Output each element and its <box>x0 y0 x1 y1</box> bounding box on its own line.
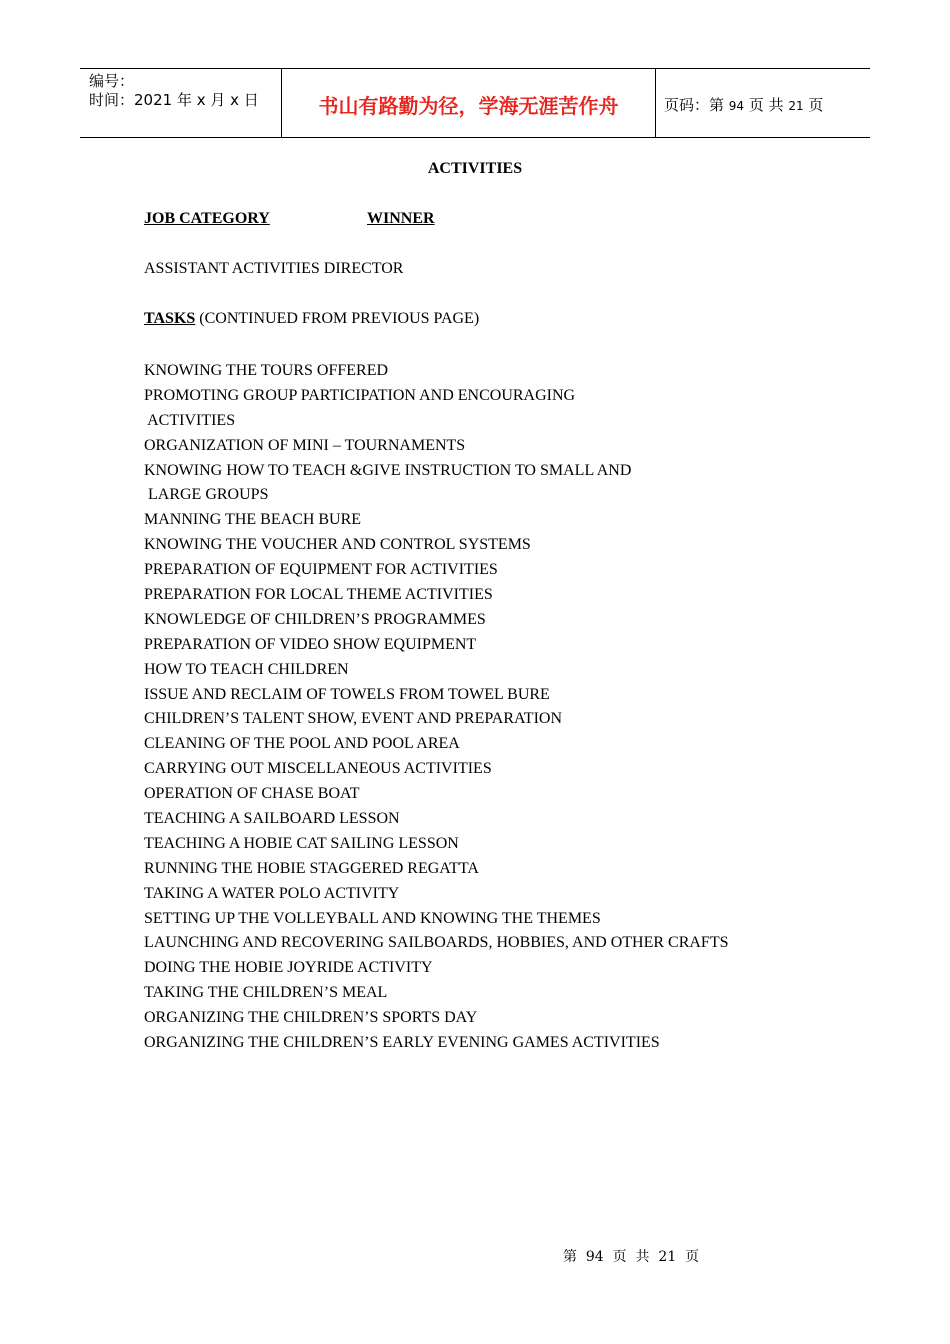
header-page-cell <box>655 69 870 137</box>
list-item: PREPARATION FOR LOCAL THEME ACTIVITIES <box>144 586 493 604</box>
header-motto-cell <box>281 69 656 137</box>
page-prefix: 页码：第 <box>664 96 729 114</box>
document-header <box>80 68 870 138</box>
list-item: CLEANING OF THE POOL AND POOL AREA <box>144 735 460 753</box>
list-item: PROMOTING GROUP PARTICIPATION AND ENCOURAGING <box>144 386 576 404</box>
time-label: 时间：2021 年 x 月 x 日 <box>89 91 259 109</box>
header-page-info <box>664 94 823 115</box>
list-item: OPERATION OF CHASE BOAT <box>144 785 360 803</box>
list-item: HOW TO TEACH CHILDREN <box>144 660 349 678</box>
task-list <box>144 359 728 1056</box>
list-item: LARGE GROUPS <box>144 486 269 504</box>
list-item: KNOWING HOW TO TEACH &GIVE INSTRUCTION TO SMALL AND <box>144 461 632 479</box>
category-row <box>144 210 435 228</box>
page-mid: 页 共 <box>744 96 789 114</box>
list-item: ORGANIZING THE CHILDREN’S SPORTS DAY <box>144 1009 478 1027</box>
list-item: KNOWING THE TOURS OFFERED <box>144 362 389 379</box>
page-number: 94 <box>728 99 745 113</box>
list-item: MANNING THE BEACH BURE <box>144 511 362 529</box>
list-item: ORGANIZATION OF MINI – TOURNAMENTS <box>144 436 466 454</box>
list-item: TAKING A WATER POLO ACTIVITY <box>144 884 400 902</box>
tasks-heading <box>144 310 479 328</box>
tasks-label: TASKS <box>144 310 196 327</box>
list-item: PREPARATION OF VIDEO SHOW EQUIPMENT <box>144 635 477 653</box>
list-item: ISSUE AND RECLAIM OF TOWELS FROM TOWEL BURE <box>144 685 550 703</box>
list-item: DOING THE HOBIE JOYRIDE ACTIVITY <box>144 959 433 977</box>
list-item: CARRYING OUT MISCELLANEOUS ACTIVITIES <box>144 760 492 778</box>
list-item: TAKING THE CHILDREN’S MEAL <box>144 984 388 1002</box>
job-title: ASSISTANT ACTIVITIES DIRECTOR <box>144 260 404 277</box>
winner-label: WINNER <box>367 210 435 227</box>
document-title: ACTIVITIES <box>427 160 523 177</box>
job-category-label: JOB CATEGORY <box>144 210 270 227</box>
list-item: ORGANIZING THE CHILDREN’S EARLY EVENING GAMES ACTIVITIES <box>144 1034 660 1052</box>
list-item: LAUNCHING AND RECOVERING SAILBOARDS, HOBBIES, AND OTHER CRAFTS <box>144 934 729 952</box>
header-meta-cell <box>80 69 280 137</box>
list-item: KNOWLEDGE OF CHILDREN’S PROGRAMMES <box>144 610 486 628</box>
list-item: SETTING UP THE VOLLEYBALL AND KNOWING THE THEMES <box>144 909 601 927</box>
list-item: TEACHING A HOBIE CAT SAILING LESSON <box>144 834 459 852</box>
code-label: 编号： <box>89 72 135 90</box>
page-footer: 第 94 页 共 21 页 <box>563 1249 700 1265</box>
list-item: ACTIVITIES <box>144 411 236 429</box>
tasks-note: (CONTINUED FROM PREVIOUS PAGE) <box>195 310 480 327</box>
list-item: KNOWING THE VOUCHER AND CONTROL SYSTEMS <box>144 536 531 554</box>
list-item: CHILDREN’S TALENT SHOW, EVENT AND PREPARATION <box>144 710 563 728</box>
page-suffix: 页 <box>803 96 824 114</box>
list-item: TEACHING A SAILBOARD LESSON <box>144 810 400 828</box>
list-item: PREPARATION OF EQUIPMENT FOR ACTIVITIES <box>144 561 498 579</box>
motto: 书山有路勤为径，学海无涯苦作舟 <box>318 94 619 118</box>
list-item: RUNNING THE HOBIE STAGGERED REGATTA <box>144 859 479 877</box>
page-total: 21 <box>788 99 804 113</box>
